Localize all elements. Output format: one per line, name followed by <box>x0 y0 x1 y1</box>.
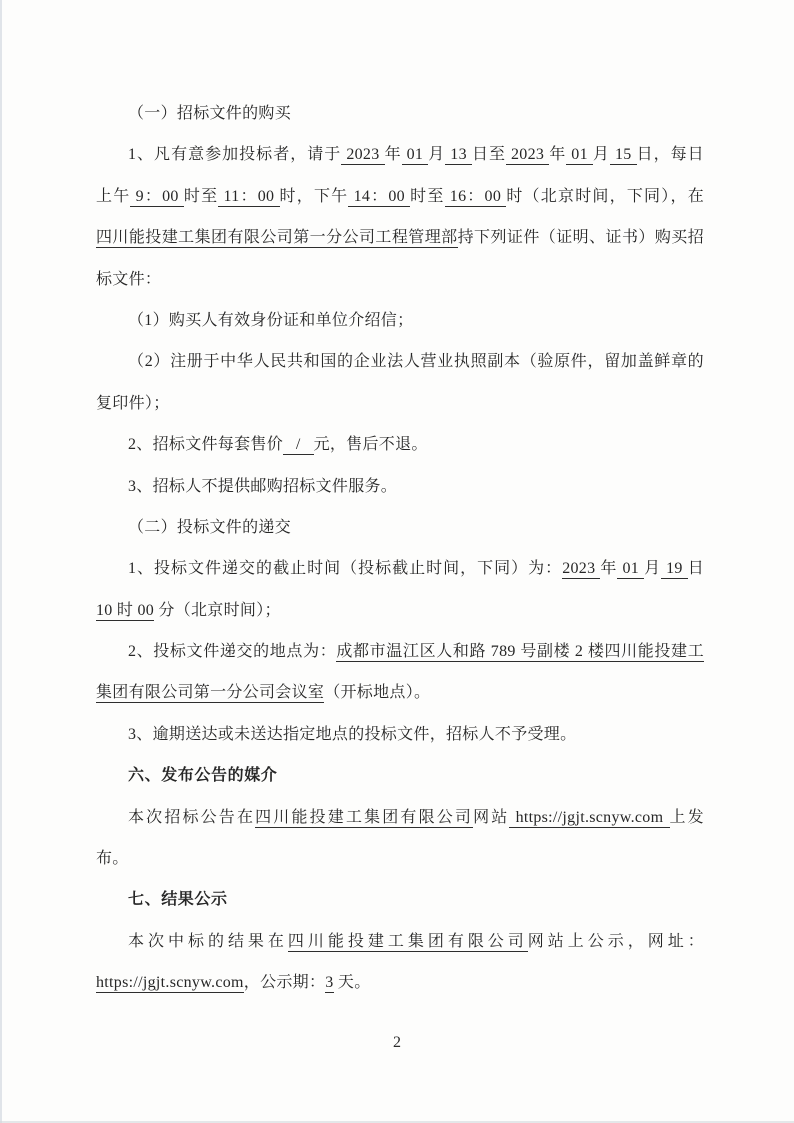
underlined-blank: 19 <box>661 560 688 578</box>
underlined-blank: 9：00 <box>130 187 184 205</box>
text-segment: 时（北京时间，下同），在 <box>506 187 704 205</box>
text-segment: 时，下午 <box>279 187 349 205</box>
underlined-blank: 2023 <box>505 146 550 164</box>
doc-line <box>96 424 704 465</box>
text-segment: 本次招标公告在 <box>128 808 256 826</box>
underlined-blank: 10 时 00 <box>96 601 155 619</box>
text-segment: 3、逾期送达或未送达指定地点的投标文件，招标人不予受理。 <box>128 725 577 743</box>
text-segment: 日至 <box>471 146 506 164</box>
doc-line <box>96 383 704 424</box>
text-segment: 2、招标文件每套售价 <box>128 436 284 454</box>
doc-line <box>96 797 704 838</box>
underlined-blank: 2023 <box>562 560 601 578</box>
text-segment: 日 <box>687 560 705 578</box>
underlined-blank: / <box>283 436 314 454</box>
text-segment: 1、凡有意参加投标者，请于 <box>128 146 342 164</box>
underlined-blank: 13 <box>445 146 472 164</box>
section-heading <box>96 755 704 796</box>
underlined-blank: 3 <box>325 974 334 992</box>
text-segment: 六、发布公告的媒介 <box>128 767 278 785</box>
text-segment: 七、结果公示 <box>128 891 228 909</box>
text-segment: 月 <box>428 146 446 164</box>
text-segment: 天。 <box>333 974 371 992</box>
doc-line <box>96 590 704 631</box>
underlined-blank: 01 <box>617 560 645 578</box>
doc-line <box>96 93 704 134</box>
underlined-blank: 11：00 <box>218 187 280 205</box>
text-segment: ，公示期： <box>243 974 326 992</box>
text-segment: （二）投标文件的递交 <box>128 518 292 536</box>
doc-line <box>96 507 704 548</box>
underlined-blank: 四川能投建工集团有限公司 <box>287 932 528 950</box>
doc-line <box>96 921 704 962</box>
text-segment: 年 <box>549 146 567 164</box>
underlined-blank: 成都市温江区人和路 789 号副楼 2 楼四川能投建工 <box>336 643 704 661</box>
text-segment: 时至 <box>410 187 445 205</box>
section-heading <box>96 879 704 920</box>
doc-line <box>96 962 704 1003</box>
text-segment: 年 <box>384 146 402 164</box>
text-segment: 2、投标文件递交的地点为： <box>128 643 337 661</box>
text-segment: 时至 <box>183 187 219 205</box>
text-segment: 复印件）； <box>96 394 170 412</box>
text-segment: 网站上公示，网址： <box>527 932 705 950</box>
text-segment: 本次中标的结果在 <box>128 932 288 950</box>
text-segment: （1）购买人有效身份证和单位介绍信； <box>128 311 414 329</box>
text-segment: 月 <box>592 146 610 164</box>
text-segment: 日，每日 <box>636 146 704 164</box>
doc-line <box>96 714 704 755</box>
text-segment: 1、投标文件递交的截止时间（投标截止时间，下同）为： <box>128 560 563 578</box>
doc-line <box>96 548 704 589</box>
doc-line <box>96 259 704 300</box>
doc-line <box>96 300 704 341</box>
doc-line <box>96 838 704 879</box>
text-segment: 上发 <box>669 808 704 826</box>
doc-line <box>96 176 704 217</box>
text-segment: 月 <box>644 560 662 578</box>
underlined-blank: 2023 <box>341 146 385 164</box>
text-segment: （2）注册于中华人民共和国的企业法人营业执照副本（验原件，留加盖鲜章的 <box>128 353 704 371</box>
text-segment: （一）招标文件的购买 <box>128 105 292 122</box>
text-segment: 分（北京时间）； <box>154 601 281 619</box>
doc-line <box>96 134 704 175</box>
underlined-blank: 01 <box>566 146 593 164</box>
text-segment: 上午 <box>96 187 131 205</box>
document-body <box>96 93 704 1004</box>
doc-line <box>96 466 704 507</box>
underlined-blank: 16：00 <box>444 187 507 205</box>
underlined-blank: 14：00 <box>348 187 411 205</box>
underlined-blank: 集团有限公司第一分公司会议室 <box>96 684 325 702</box>
page-number: 2 <box>393 1034 401 1051</box>
text-segment: （开标地点）。 <box>324 684 431 702</box>
underlined-blank: 四川能投建工集团有限公司 <box>255 808 474 826</box>
underlined-blank: 四川能投建工集团有限公司第一分公司工程管理部 <box>96 229 458 247</box>
doc-line <box>96 672 704 713</box>
text-segment: 持下列证件（证明、证书）购买招 <box>457 229 704 247</box>
text-segment: 标文件： <box>96 270 162 288</box>
text-segment: 布。 <box>96 850 129 868</box>
text-segment: 元，售后不退。 <box>313 436 428 454</box>
underlined-blank: https://jgjt.scnyw.com <box>96 974 244 992</box>
doc-line <box>96 341 704 382</box>
text-segment: 年 <box>600 560 618 578</box>
text-segment: 3、招标人不提供邮购招标文件服务。 <box>128 477 398 495</box>
underlined-blank: 01 <box>401 146 429 164</box>
underlined-blank: 15 <box>609 146 637 164</box>
underlined-blank: https://jgjt.scnyw.com <box>509 808 670 826</box>
doc-line <box>96 631 704 672</box>
text-segment: 网站 <box>473 808 510 826</box>
doc-line <box>96 217 704 258</box>
